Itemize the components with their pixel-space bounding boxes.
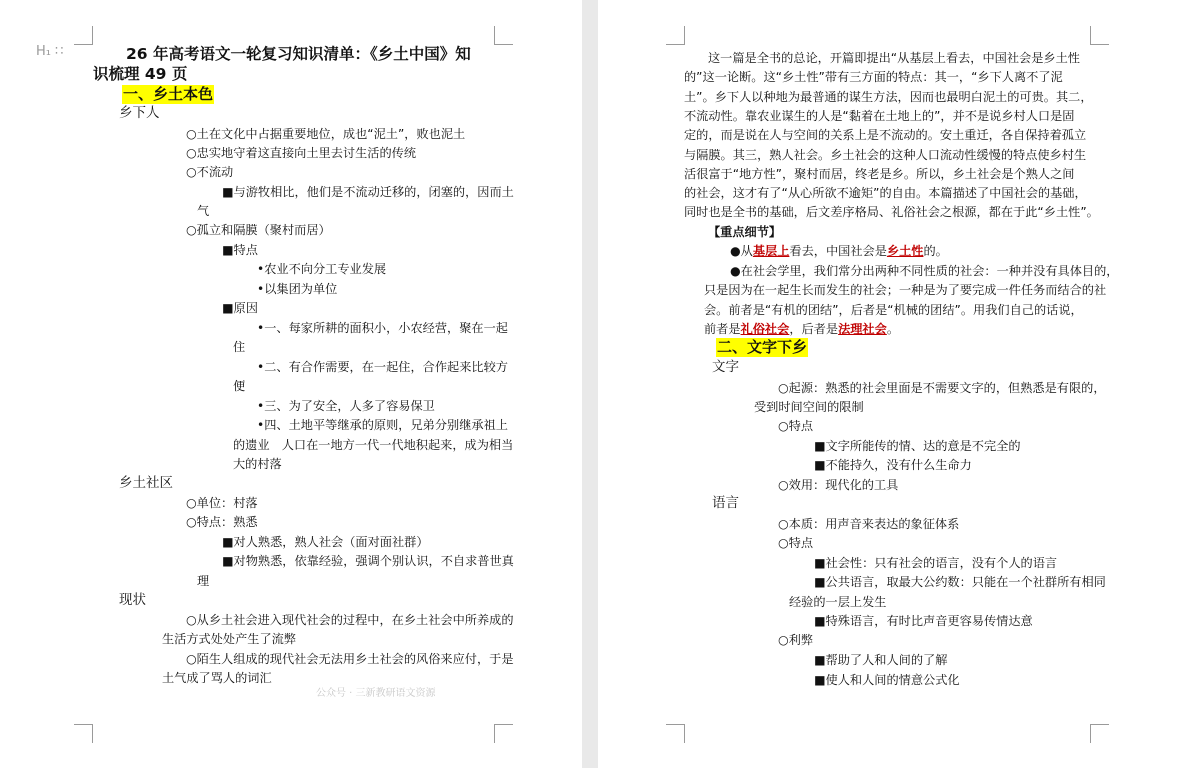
crop-mark xyxy=(494,724,513,743)
outline-item: ○利弊 xyxy=(778,633,814,647)
keyword-highlight: 法理社会 xyxy=(838,322,887,336)
outline-item: 生活方式处处产生了流弊 xyxy=(162,632,297,646)
crop-mark xyxy=(1090,724,1109,743)
outline-item: 土气成了骂人的词汇 xyxy=(162,671,272,685)
crop-mark xyxy=(74,26,93,45)
keyword-highlight: 基层上 xyxy=(752,244,790,258)
outline-item: 大的村落 xyxy=(233,457,282,471)
outline-item: 现状 xyxy=(119,592,146,608)
outline-item: ■社会性：只有社会的语言，没有个人的语言 xyxy=(814,556,1058,570)
outline-item: ■帮助了人和人间的了解 xyxy=(814,653,948,667)
outline-item: ○特点 xyxy=(778,536,814,550)
outline-item: ■不能持久，没有什么生命力 xyxy=(814,458,972,472)
key-point-text: ，后者是 xyxy=(789,322,839,336)
outline-item: ○忠实地守着这直接向土里去讨生活的传统 xyxy=(186,146,417,160)
outline-item: •一、每家所耕的面积小，小农经营，聚在一起 xyxy=(257,321,508,335)
paragraph-line: 与隔膜。其三，熟人社会。乡土社会的这种人口流动性缓慢的特点使乡村生 xyxy=(684,148,1087,162)
outline-item: ■文字所能传的情、达的意是不完全的 xyxy=(814,439,1021,453)
outline-item: 住 xyxy=(233,340,246,354)
paragraph-line: 这一篇是全书的总论，开篇即提出“从基层上看去，中国社会是乡土性 xyxy=(708,51,1080,65)
key-points-title: 【重点细节】 xyxy=(708,225,782,239)
paragraph-line: 的”这一论断。这“乡土性”带有三方面的特点：其一，“乡下人离不了泥 xyxy=(684,70,1063,84)
key-point-text: 。 xyxy=(886,322,899,336)
crop-mark xyxy=(74,724,93,743)
key-point-1 xyxy=(730,243,948,259)
key-point-text: 看去，中国社会是 xyxy=(789,244,887,258)
key-point-text: 前者是 xyxy=(704,322,741,336)
outline-item: ■使人和人间的情意公式化 xyxy=(814,673,960,687)
crop-mark xyxy=(666,26,685,45)
outline-item: ○本质：用声音来表达的象征体系 xyxy=(778,517,960,531)
section-heading-1: 一、乡土本色 xyxy=(123,85,214,103)
key-point-2-line: 只是因为在一起生长而发生的社会；一种是为了要完成一件任务而结合的社 xyxy=(704,283,1107,297)
key-point-2-line: 会。前者是“有机的团结”，后者是“机械的团结”。用我们自己的话说， xyxy=(704,303,1083,317)
outline-item: 乡下人 xyxy=(119,105,160,121)
outline-item: ○不流动 xyxy=(186,165,234,179)
paragraph-line: 不流动性。靠农业谋生的人是“黏着在土地上的”，并不是说乡村人口是固 xyxy=(684,109,1075,123)
keyword-highlight: 乡土性 xyxy=(886,244,924,258)
key-point-2-line: ●在社会学里，我们常分出两种不同性质的社会：一种并没有具体目的， xyxy=(730,264,1119,278)
outline-item: 乡土社区 xyxy=(119,475,173,491)
outline-item: •四、土地平等继承的原则，兄弟分别继承祖上 xyxy=(257,418,508,432)
outline-item: •二、有合作需要，在一起住，合作起来比较方 xyxy=(257,360,508,374)
outline-item: ■特殊语言，有时比声音更容易传情达意 xyxy=(814,614,1033,628)
document-page-right xyxy=(598,0,1180,768)
doc-title-line2: 识梳理 49 页 xyxy=(93,65,188,83)
outline-item: ○从乡土社会进入现代社会的过程中，在乡土社会中所养成的 xyxy=(186,613,514,627)
paragraph-line: 的社会，这才有了“从心所欲不逾矩”的自由。本篇描述了中国社会的基础， xyxy=(684,186,1087,200)
outline-item: 文字 xyxy=(712,359,739,375)
outline-item: 气 xyxy=(197,204,210,218)
outline-item: 理 xyxy=(197,574,210,588)
crop-mark xyxy=(666,724,685,743)
outline-item: ○陌生人组成的现代社会无法用乡土社会的风俗来应付，于是 xyxy=(186,652,514,666)
outline-item: ■与游牧相比，他们是不流动迁移的，闭塞的，因而土 xyxy=(222,185,514,199)
outline-item: 受到时间空间的限制 xyxy=(754,400,864,414)
key-point-2-line xyxy=(704,321,899,337)
paragraph-line: 同时也是全书的基础，后文差序格局、礼俗社会之根源，都在于此“乡土性”。 xyxy=(684,205,1099,219)
section-heading-2: 二、文字下乡 xyxy=(717,338,808,356)
watermark: 公众号 · 三新教研语文资源 xyxy=(316,688,436,699)
paragraph-line: 土”。乡下人以种地为最普通的谋生方法，因而也最明白泥土的可贵。其二， xyxy=(684,90,1093,104)
outline-item: ○孤立和隔膜（聚村而居） xyxy=(186,223,331,237)
outline-item: ■特点 xyxy=(222,243,258,257)
outline-item: ■公共语言，取最大公约数：只能在一个社群所有相同 xyxy=(814,575,1106,589)
outline-item: ○单位：村落 xyxy=(186,496,258,510)
outline-item: •农业不向分工专业发展 xyxy=(257,262,387,276)
outline-item: ■对物熟悉，依靠经验，强调个别认识，不自求普世真 xyxy=(222,554,514,568)
outline-item: ○特点 xyxy=(778,419,814,433)
outline-item: •三、为了安全，人多了容易保卫 xyxy=(257,399,435,413)
outline-item: ○效用：现代化的工具 xyxy=(778,478,899,492)
crop-mark xyxy=(1090,26,1109,45)
paragraph-line: 定的，而是说在人与空间的关系上是不流动的。安土重迁，各自保持着孤立 xyxy=(684,128,1087,142)
outline-item: 语言 xyxy=(712,495,739,511)
outline-item: 经验的一层上发生 xyxy=(789,595,887,609)
crop-mark xyxy=(494,26,513,45)
heading-drag-handle-icon[interactable]: H₁ ∷ xyxy=(36,44,64,59)
key-point-text: ●从 xyxy=(730,244,753,258)
outline-item: •以集团为单位 xyxy=(257,282,338,296)
document-page-left xyxy=(0,0,582,768)
outline-item: ○土在文化中占据重要地位，成也“泥土”，败也泥土 xyxy=(186,127,466,141)
outline-item: ■原因 xyxy=(222,301,258,315)
outline-item: ■对人熟悉，熟人社会（面对面社群） xyxy=(222,535,429,549)
outline-item: ○特点：熟悉 xyxy=(186,515,258,529)
outline-item: 便 xyxy=(233,379,246,393)
key-point-text: 的。 xyxy=(923,244,948,258)
outline-item: ○起源：熟悉的社会里面是不需要文字的，但熟悉是有限的， xyxy=(778,381,1106,395)
doc-title-line1: 26 年高考语文一轮复习知识清单：《乡土中国》知 xyxy=(126,45,471,63)
outline-item: 的遗业 人口在一地方一代一代地积起来，成为相当 xyxy=(233,438,514,452)
keyword-highlight: 礼俗社会 xyxy=(740,322,790,336)
paragraph-line: 活很富于“地方性”，聚村而居，终老是乡。所以，乡土社会是个熟人之间 xyxy=(684,167,1075,181)
